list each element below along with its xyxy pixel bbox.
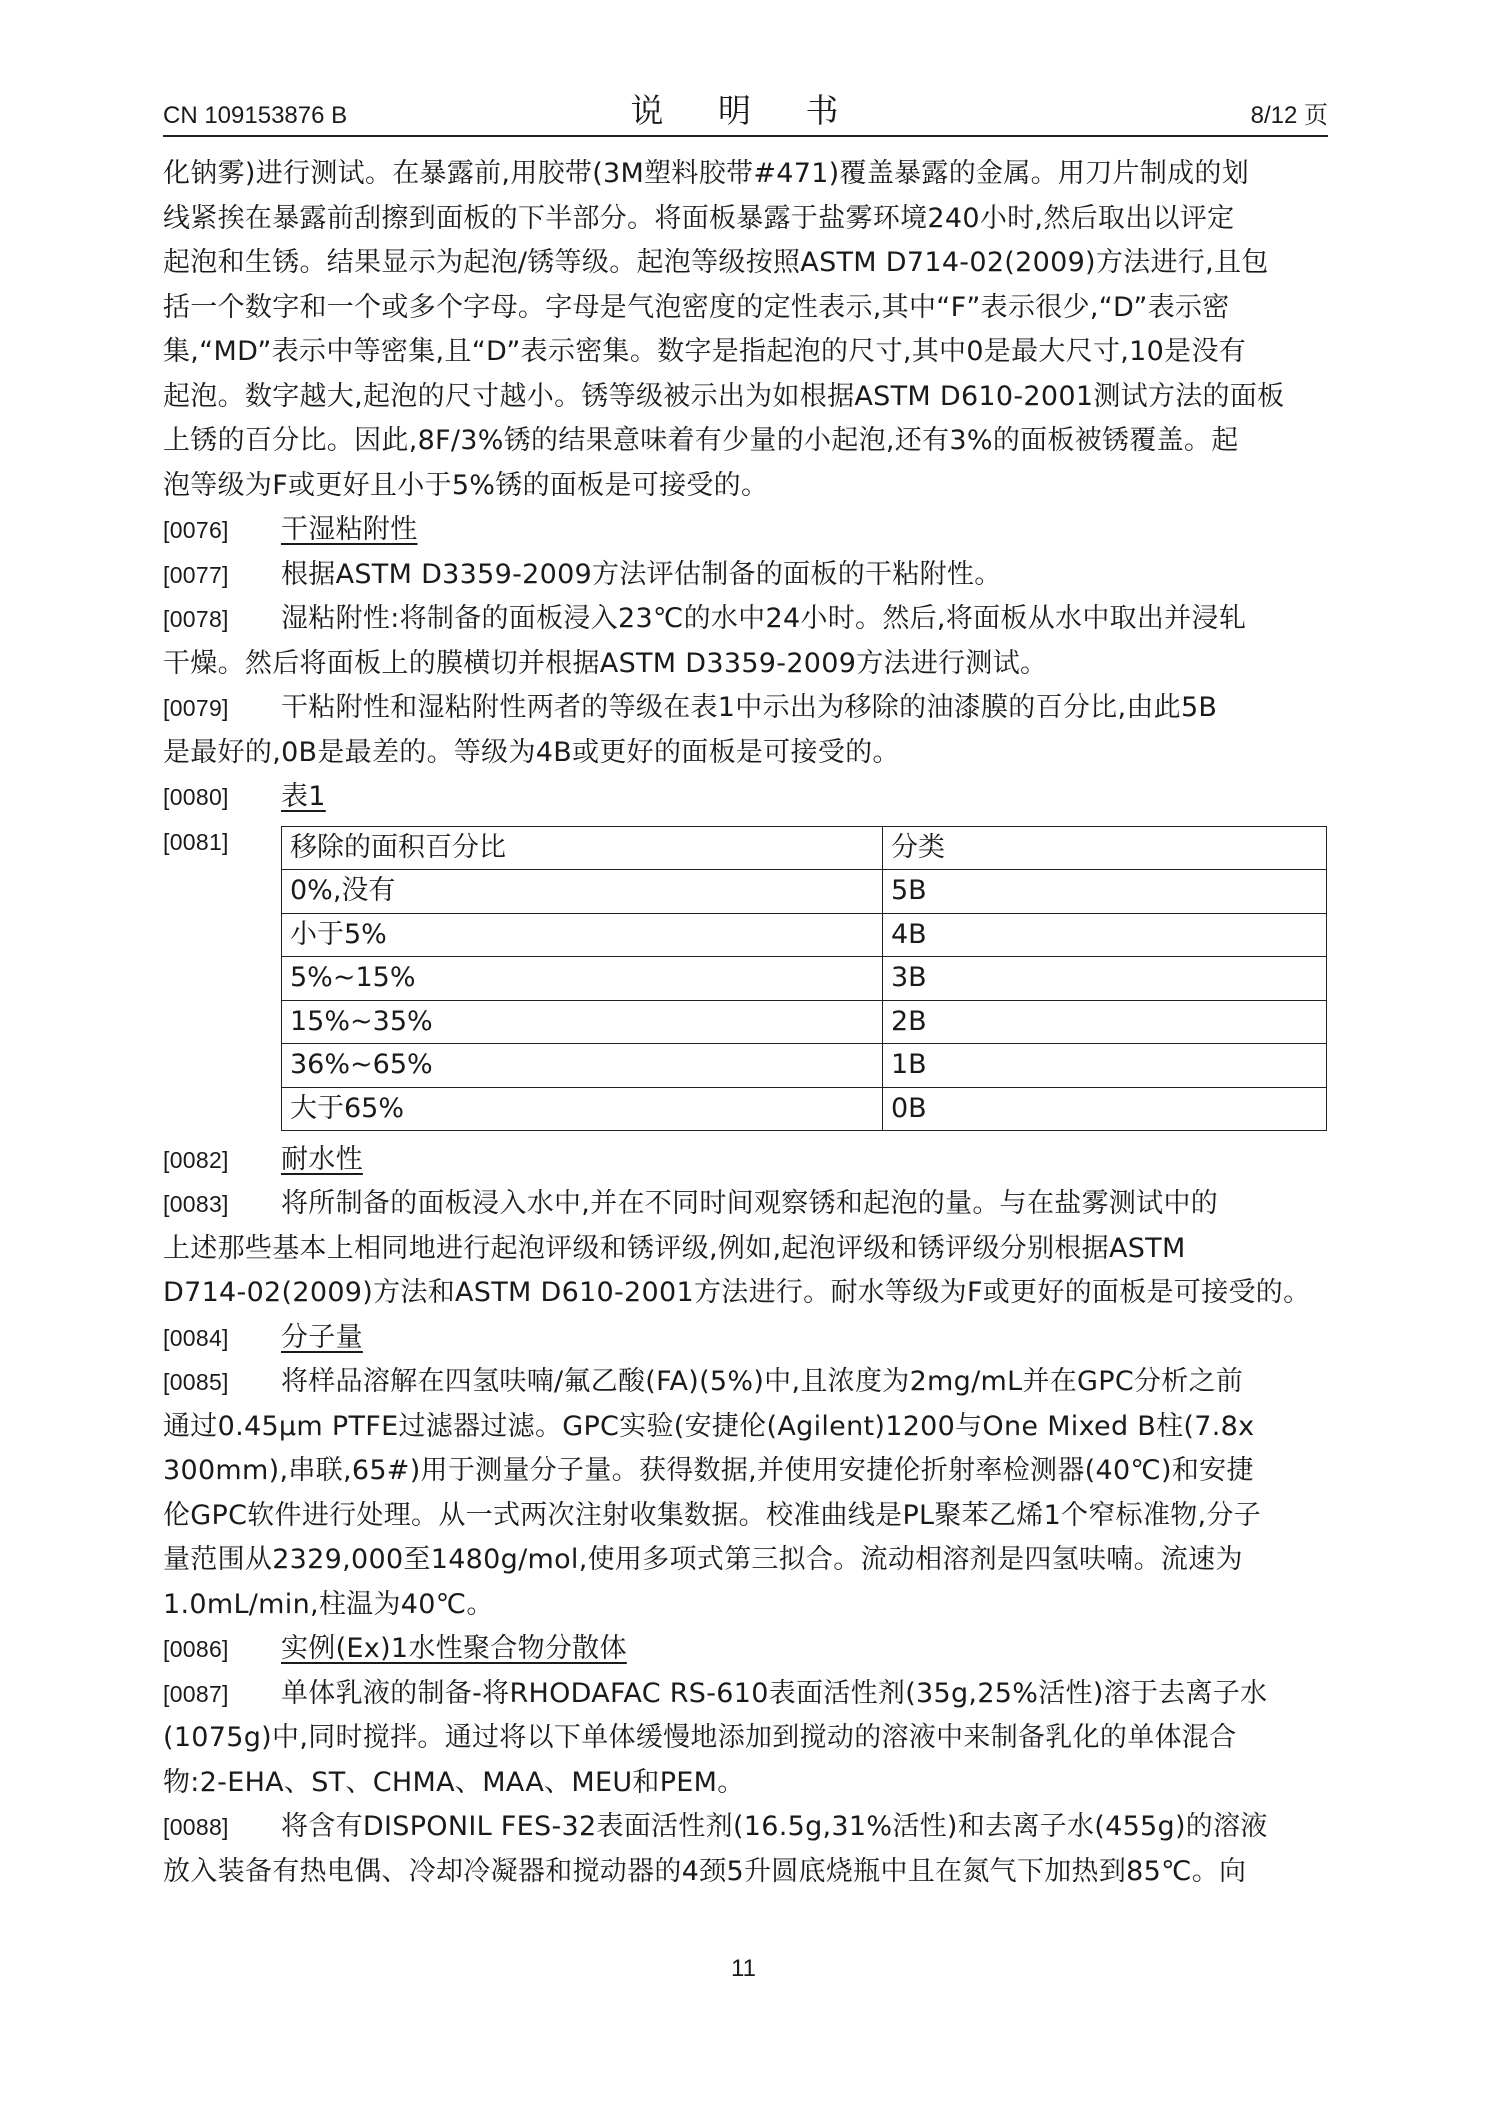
table-header-cell: 移除的面积百分比 (282, 826, 883, 870)
table-cell: 5%~15% (282, 957, 883, 1001)
paragraph-text: 将含有DISPONIL FES-32表面活性剂(16.5g,31%活性)和去离子水(455g)的溶液 (281, 1811, 1268, 1842)
page-header (163, 84, 1328, 134)
table-cell: 1B (883, 1044, 1327, 1088)
paragraph-number: [0076] (163, 517, 229, 543)
paragraph-text: 通过0.45μm PTFE过滤器过滤。GPC实验(安捷伦(Agilent)1200与One Mixed B柱(7.8x (163, 1410, 1255, 1442)
paragraph-text: 将样品溶解在四氢呋喃/氟乙酸(FA)(5%)中,且浓度为2mg/mL并在GPC分析之前 (281, 1366, 1244, 1397)
paragraph-number: [0085] (163, 1369, 229, 1395)
paragraph-number: [0078] (163, 606, 229, 632)
paragraph-text: 量范围从2329,000至1480g/mol,使用多项式第三拟合。流动相溶剂是四氢呋喃。流速为 (163, 1544, 1243, 1575)
paragraph-text: 300mm),串联,65#)用于测量分子量。获得数据,并使用安捷伦折射率检测器(40℃)和安捷 (163, 1455, 1254, 1486)
text-line: 集,“MD”表示中等密集,且“D”表示密集。数字是指起泡的尺寸,其中0是最大尺寸,10是没有 (163, 336, 1247, 367)
paragraph-text: 将所制备的面板浸入水中,并在不同时间观察锈和起泡的量。与在盐雾测试中的 (281, 1188, 1219, 1219)
paragraph-text: 单体乳液的制备-将RHODAFAC RS-610表面活性剂(35g,25%活性)溶于去离子水 (281, 1677, 1268, 1709)
paragraph-0079 (163, 686, 1328, 775)
table-row (282, 870, 1327, 914)
paragraph-0076 (163, 508, 1328, 553)
paragraph-number: [0077] (163, 561, 229, 588)
text-line: 上锈的百分比。因此,8F/3%锈的结果意味着有少量的小起泡,还有3%的面板被锈覆盖。起 (163, 425, 1239, 456)
header-rule (163, 135, 1328, 137)
paragraph-text: D714-02(2009)方法和ASTM D610-2001方法进行。耐水等级为F或更好的面板是可接受的。 (163, 1277, 1311, 1308)
table-caption: 表1 (281, 781, 326, 812)
table-cell: 0%,没有 (282, 870, 883, 914)
table-cell: 5B (883, 870, 1327, 914)
text-line: 泡等级为F或更好且小于5%锈的面板是可接受的。 (163, 469, 769, 501)
table-cell: 15%~35% (282, 1000, 883, 1044)
paragraph-number: [0084] (163, 1324, 229, 1351)
text-line: 线紧挨在暴露前刮擦到面板的下半部分。将面板暴露于盐雾环境240小时,然后取出以评定 (163, 202, 1235, 234)
section-heading: 实例(Ex)1水性聚合物分散体 (281, 1633, 627, 1664)
table-row (282, 1087, 1327, 1131)
page-number: 11 (731, 1955, 756, 1982)
paragraph-number: [0081] (163, 828, 229, 855)
paragraph-0088 (163, 1805, 1328, 1894)
document-title: 说 明 书 (630, 91, 861, 130)
table-row (282, 913, 1327, 957)
paragraph-0085 (163, 1360, 1328, 1627)
patent-number: CN 109153876 B (163, 102, 348, 129)
section-heading: 分子量 (281, 1321, 363, 1353)
paragraph-0077 (163, 553, 1328, 598)
paragraph-text: 1.0mL/min,柱温为40℃。 (163, 1588, 494, 1620)
table-cell: 2B (883, 1000, 1327, 1044)
table-cell: 3B (883, 957, 1327, 1001)
paragraph-number: [0079] (163, 695, 229, 721)
table-1 (281, 826, 1327, 1132)
paragraph-text: 根据ASTM D3359-2009方法评估制备的面板的干粘附性。 (281, 558, 1002, 590)
paragraph-0081 (163, 820, 1328, 1138)
document-body (163, 152, 1328, 1894)
table-row (282, 1000, 1327, 1044)
text-line: 括一个数字和一个或多个字母。字母是气泡密度的定性表示,其中“F”表示很少,“D”表示密 (163, 291, 1230, 323)
text-line: 起泡和生锈。结果显示为起泡/锈等级。起泡等级按照ASTM D714-02(2009)方法进行,且包 (163, 247, 1269, 278)
paragraph-0082 (163, 1138, 1328, 1183)
paragraph-number: [0087] (163, 1680, 229, 1707)
table-cell: 小于5% (282, 913, 883, 957)
paragraph-text: 湿粘附性:将制备的面板浸入23℃的水中24小时。然后,将面板从水中取出并浸轧 (281, 603, 1247, 634)
text-line: 化钠雾)进行测试。在暴露前,用胶带(3M塑料胶带#471)覆盖暴露的金属。用刀片制成的划 (163, 158, 1250, 189)
paragraph-0084 (163, 1316, 1328, 1361)
table-cell: 36%~65% (282, 1044, 883, 1088)
table-cell: 大于65% (282, 1087, 883, 1131)
paragraph-text: 放入装备有热电偶、冷却冷凝器和搅动器的4颈5升圆底烧瓶中且在氮气下加热到85℃。向 (163, 1855, 1247, 1887)
paragraph-text: 干粘附性和湿粘附性两者的等级在表1中示出为移除的油漆膜的百分比,由此5B (281, 692, 1218, 723)
paragraph-number: [0086] (163, 1636, 229, 1662)
paragraph-number: [0088] (163, 1814, 229, 1840)
section-heading: 干湿粘附性 (281, 514, 418, 545)
text-line: 起泡。数字越大,起泡的尺寸越小。锈等级被示出为如根据ASTM D610-2001测试方法的面板 (163, 380, 1285, 412)
paragraph-text: 干燥。然后将面板上的膜横切并根据ASTM D3359-2009方法进行测试。 (163, 647, 1048, 679)
paragraph-text: 是最好的,0B是最差的。等级为4B或更好的面板是可接受的。 (163, 736, 900, 768)
table-header-cell: 分类 (883, 826, 1327, 870)
paragraph-number: [0080] (163, 784, 229, 810)
table-header-row (282, 826, 1327, 870)
paragraph-number: [0082] (163, 1146, 229, 1173)
paragraph-0078 (163, 597, 1328, 686)
paragraph-text: 伦GPC软件进行处理。从一式两次注射收集数据。校准曲线是PL聚苯乙烯1个窄标准物,分子 (163, 1499, 1262, 1531)
table-row (282, 1044, 1327, 1088)
paragraph-text: (1075g)中,同时搅拌。通过将以下单体缓慢地添加到搅动的溶液中来制备乳化的单体混合 (163, 1722, 1237, 1753)
paragraph-0083 (163, 1182, 1328, 1316)
table-row (282, 957, 1327, 1001)
paragraph-text: 物:2-EHA、ST、CHMA、MAA、MEU和PEM。 (163, 1766, 745, 1798)
paragraph-0087 (163, 1672, 1328, 1806)
page-indicator: 8/12 页 (1250, 102, 1328, 129)
paragraph-text: 上述那些基本上相同地进行起泡评级和锈评级,例如,起泡评级和锈评级分别根据ASTM (163, 1232, 1186, 1264)
table-cell: 4B (883, 913, 1327, 957)
paragraph-0086 (163, 1627, 1328, 1672)
table-cell: 0B (883, 1087, 1327, 1131)
section-heading: 耐水性 (281, 1143, 363, 1175)
paragraph-0080 (163, 775, 1328, 820)
paragraph-number: [0083] (163, 1191, 229, 1217)
